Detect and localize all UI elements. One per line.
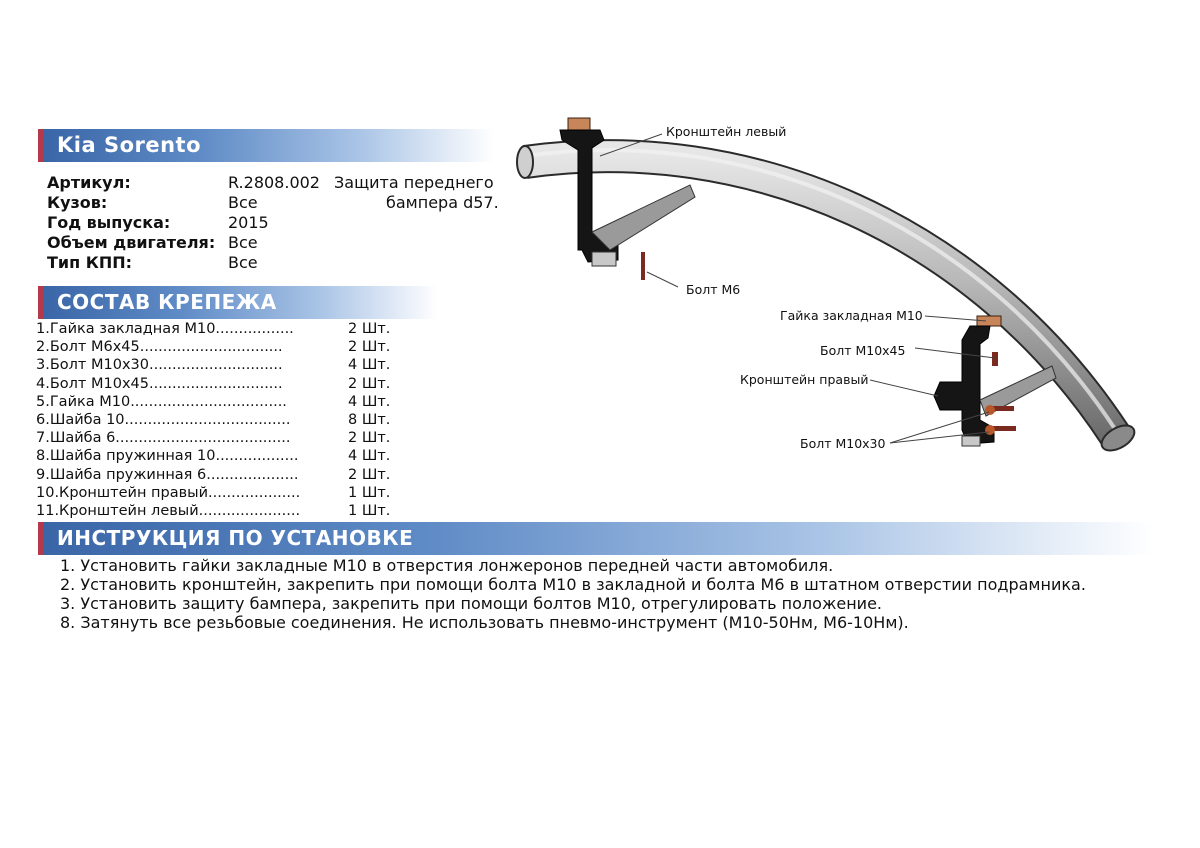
spec-label: Объем двигателя:: [47, 233, 216, 252]
part-name: 8.Шайба пружинная 10..................: [36, 448, 299, 465]
instructions-section-title: ИНСТРУКЦИЯ ПО УСТАНОВКЕ: [57, 526, 414, 550]
part-name: 10.Кронштейн правый....................: [36, 484, 301, 501]
label-right-bracket: Кронштейн правый: [740, 372, 869, 387]
part-qty: 8 Шт.: [348, 411, 391, 428]
part-name: 5.Гайка М10..................................: [36, 393, 287, 410]
bumper-protection-diagram: [500, 100, 1160, 480]
part-qty: 4 Шт.: [348, 448, 391, 465]
spec-value: Все: [228, 253, 258, 272]
product-title-banner: [38, 129, 494, 162]
part-qty: 2 Шт.: [348, 321, 391, 337]
part-qty: 1 Шт.: [348, 484, 391, 501]
spec-value: Все: [228, 193, 258, 212]
washer-icon: [985, 405, 995, 415]
instructions-text: [38, 556, 1118, 632]
part-qty: 2 Шт.: [348, 375, 391, 392]
article-description-line2: бампера d57.: [386, 193, 499, 212]
part-name: 2.Болт М6х45...............................: [36, 339, 283, 356]
instructions-section-banner: [38, 522, 1153, 555]
list-item: [36, 320, 416, 338]
part-qty: 2 Шт.: [348, 339, 391, 356]
list-item: [36, 502, 416, 520]
label-bolt-m10x30: Болт М10х30: [800, 436, 886, 451]
part-name: 9.Шайба пружинная 6....................: [36, 466, 299, 483]
nut-left: [568, 118, 590, 130]
spec-label: Артикул:: [47, 173, 131, 192]
label-left-bracket: Кронштейн левый: [666, 124, 787, 139]
product-title: Kia Sorento: [57, 133, 202, 157]
part-qty: 2 Шт.: [348, 430, 391, 447]
instruction-step: 2. Установить кронштейн, закрепить при помощи болта М10 в закладной и болта М6 в штатном отверстии подрамника.: [60, 575, 1086, 594]
spec-label: Тип КПП:: [47, 253, 133, 272]
spec-label: Год выпуска:: [47, 213, 171, 232]
part-name: 7.Шайба 6......................................: [36, 430, 291, 447]
part-qty: 4 Шт.: [348, 393, 391, 410]
bumper-tube: [517, 146, 1139, 456]
list-item: [36, 375, 416, 393]
label-bolt-m10x45: Болт М10х45: [820, 343, 906, 358]
list-item: [36, 466, 416, 484]
list-item: [36, 338, 416, 356]
instruction-step: 8. Затянуть все резьбовые соединения. Не использовать пневмо-инструмент (М10-50Нм, М6-10Нм).: [60, 613, 909, 632]
label-nut-m10: Гайка закладная М10: [780, 308, 923, 323]
part-name: 11.Кронштейн левый......................: [36, 502, 301, 519]
article-description-line1: Защита переднего: [334, 173, 494, 192]
list-item: [36, 484, 416, 502]
part-name: 4.Болт М10х45.............................: [36, 375, 283, 392]
list-item: [36, 429, 416, 447]
part-qty: 1 Шт.: [348, 502, 391, 519]
parts-list: [36, 320, 416, 520]
spec-value: 2015: [228, 213, 269, 232]
bolt-m6: [641, 252, 645, 280]
list-item: [36, 411, 416, 429]
label-bolt-m6: Болт М6: [686, 282, 741, 297]
spec-label: Кузов:: [47, 193, 108, 212]
part-name: 1.Гайка закладная М10.................: [36, 321, 294, 337]
instruction-step: 1. Установить гайки закладные М10 в отверстия лонжеронов передней части автомобиля.: [60, 556, 834, 575]
spec-value: Все: [228, 233, 258, 252]
instruction-step: 3. Установить защиту бампера, закрепить при помощи болтов М10, отрегулировать положение.: [60, 594, 882, 613]
bolt-m10x45: [992, 352, 998, 366]
part-qty: 2 Шт.: [348, 466, 391, 483]
spec-value: R.2808.002: [228, 173, 320, 192]
part-name: 3.Болт М10х30.............................: [36, 357, 283, 374]
washer-icon: [985, 425, 995, 435]
parts-section-title: СОСТАВ КРЕПЕЖА: [57, 290, 277, 314]
list-item: [36, 447, 416, 465]
parts-section-banner: [38, 286, 438, 319]
list-item: [36, 393, 416, 411]
part-qty: 4 Шт.: [348, 357, 391, 374]
part-name: 6.Шайба 10....................................: [36, 411, 291, 428]
list-item: [36, 356, 416, 374]
